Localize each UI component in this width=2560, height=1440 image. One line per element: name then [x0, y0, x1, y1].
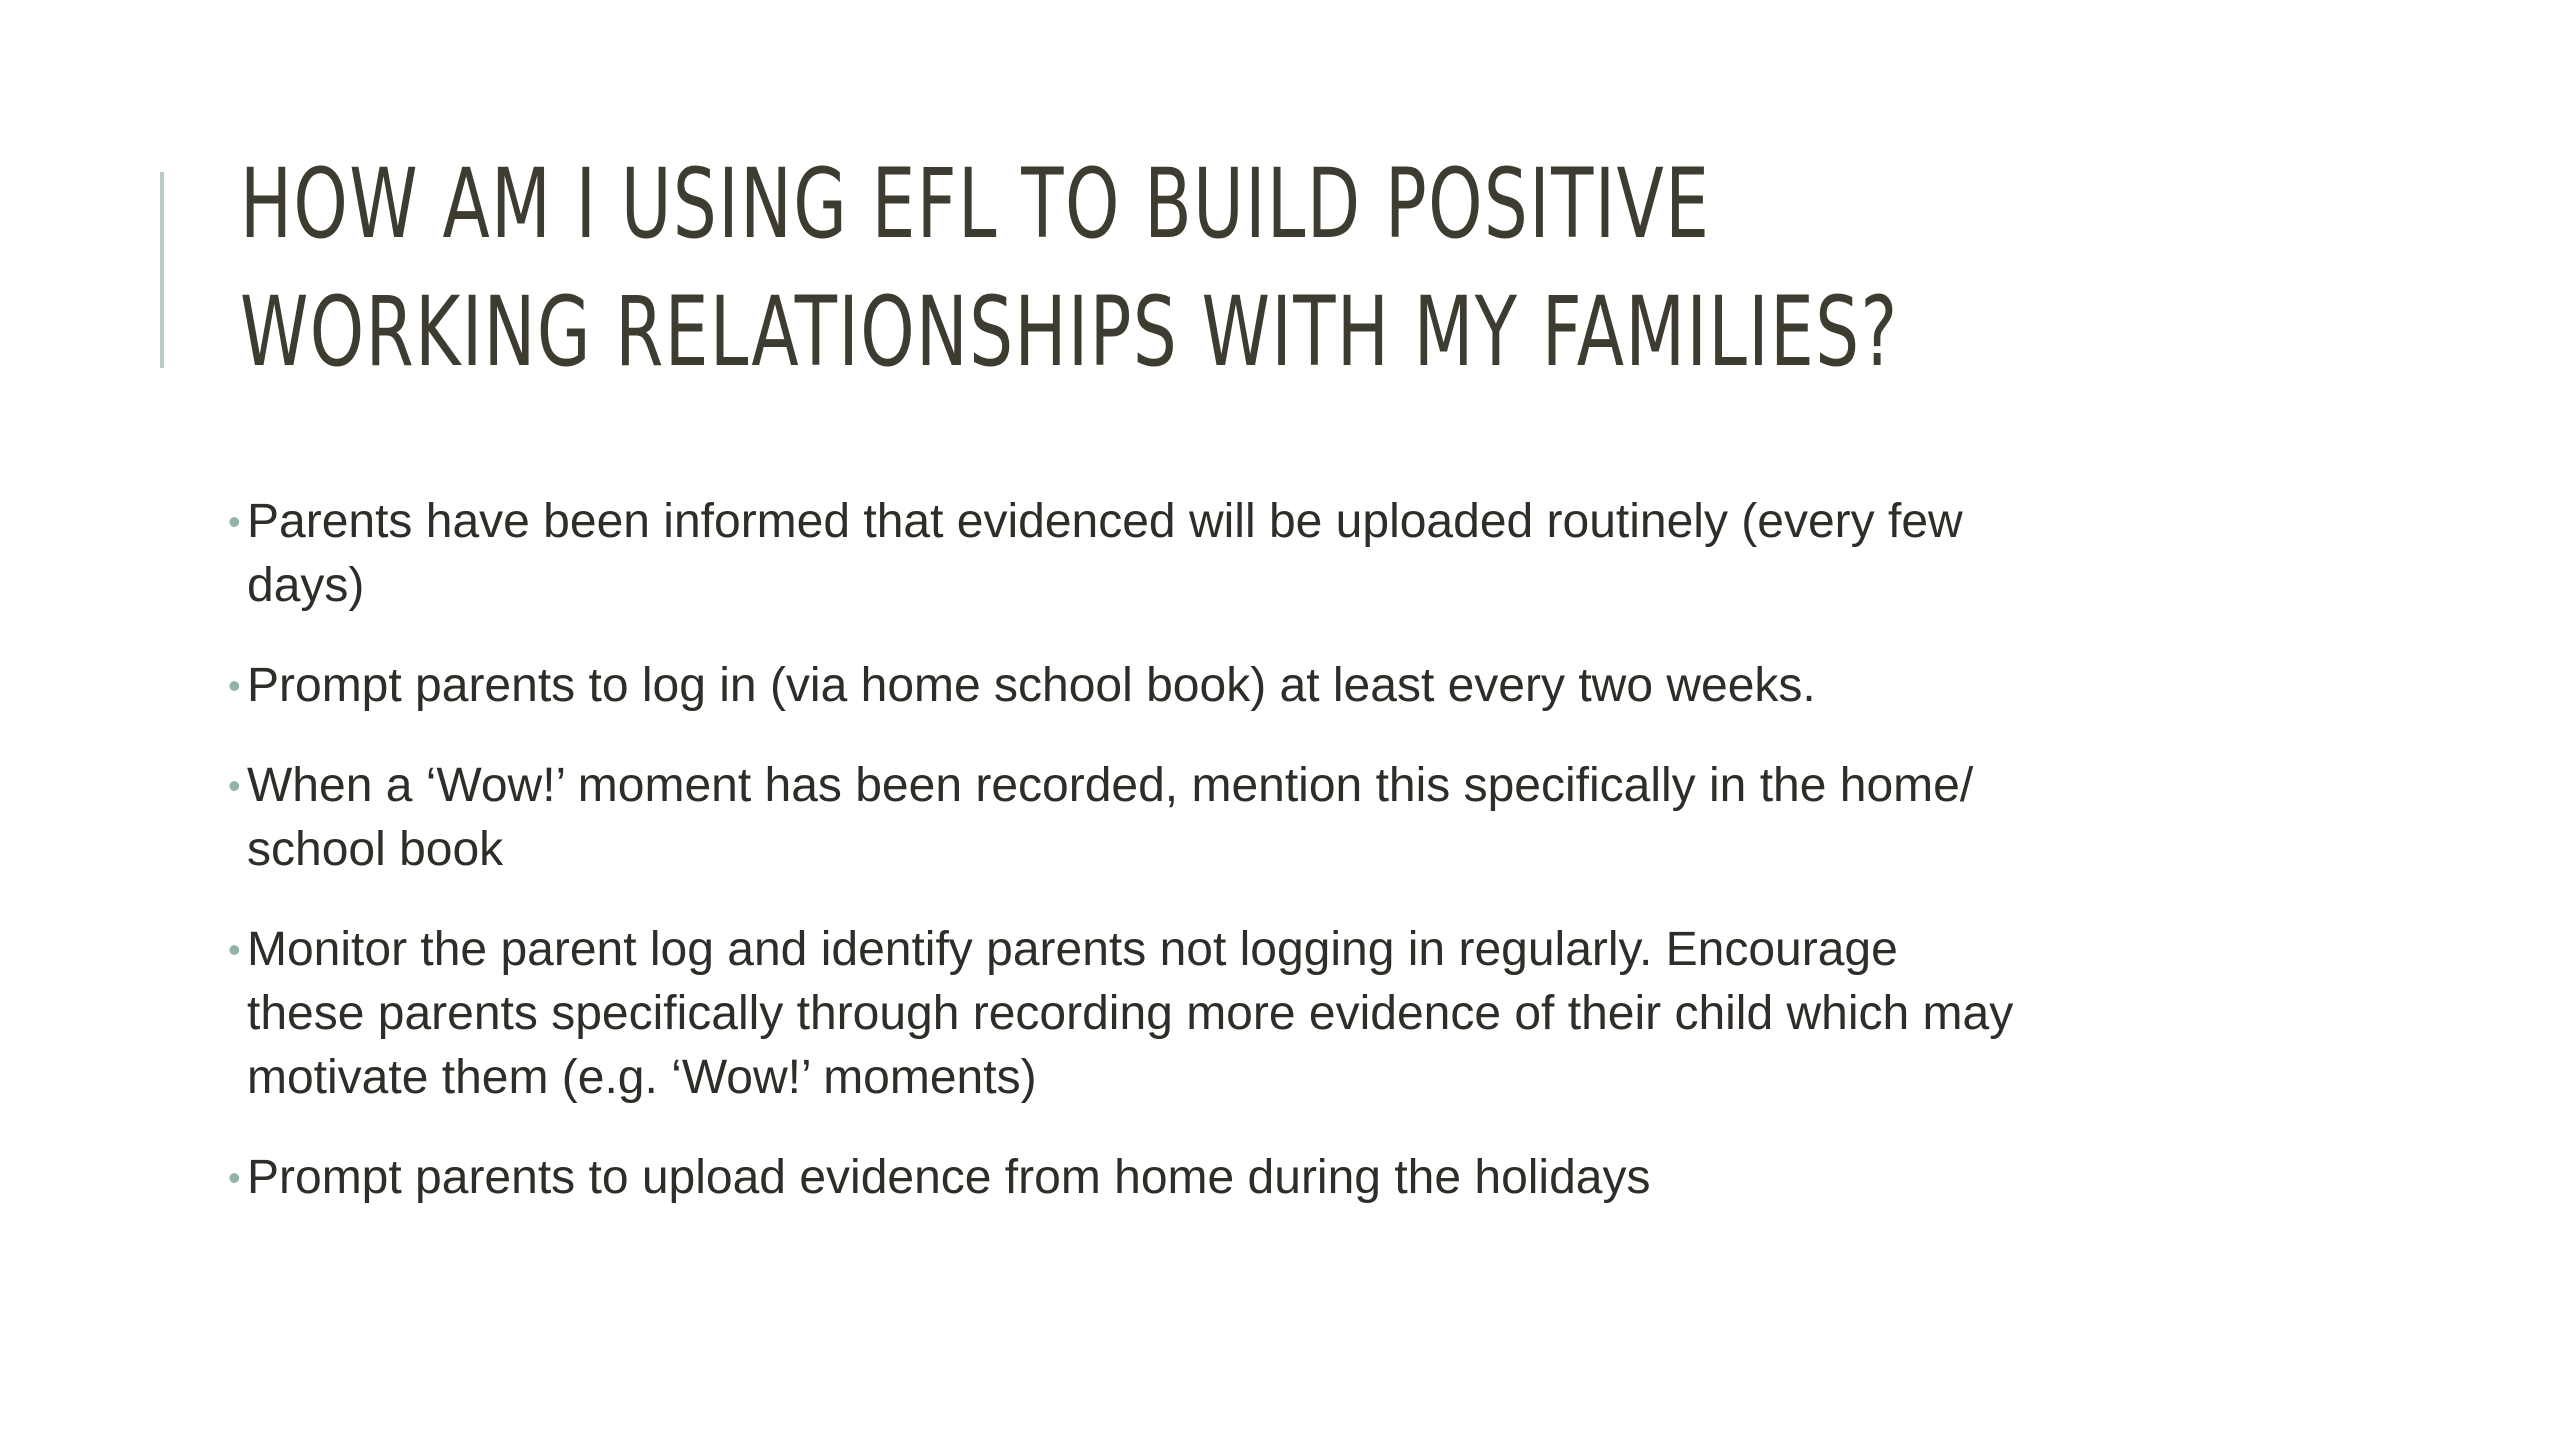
bullet-icon: •	[228, 665, 241, 706]
bullet-list	[230, 490, 2230, 1246]
bullet-icon: •	[228, 501, 241, 542]
bullet-text: these parents specifically through recording more evidence of their child which may	[247, 987, 2014, 1040]
bullet-text: school book	[247, 823, 504, 876]
bullet-text: When a ‘Wow!’ moment has been recorded, mention this specifically in the home/	[247, 759, 1974, 812]
bullet-icon: •	[228, 765, 241, 806]
bullet-item	[230, 490, 2230, 618]
bullet-icon: •	[228, 1157, 241, 1198]
bullet-text: days)	[247, 559, 365, 612]
slide-title	[240, 140, 1899, 396]
bullet-item	[230, 918, 2230, 1110]
bullet-text: Prompt parents to log in (via home school book) at least every two weeks.	[247, 659, 1816, 712]
bullet-text: Prompt parents to upload evidence from home during the holidays	[247, 1151, 1651, 1204]
slide-title-line-1: HOW AM I USING EFL TO BUILD POSITIVE	[240, 148, 1711, 260]
bullet-item	[230, 654, 2230, 718]
title-accent-bar	[160, 172, 164, 368]
bullet-text: Monitor the parent log and identify parents not logging in regularly. Encourage	[247, 923, 1898, 976]
bullet-item	[230, 754, 2230, 882]
bullet-icon: •	[228, 929, 241, 970]
bullet-item	[230, 1146, 2230, 1210]
slide-title-line-2: WORKING RELATIONSHIPS WITH MY FAMILIES?	[240, 276, 1899, 388]
bullet-text: motivate them (e.g. ‘Wow!’ moments)	[247, 1051, 1037, 1104]
bullet-text: Parents have been informed that evidenced will be uploaded routinely (every few	[247, 495, 1963, 548]
